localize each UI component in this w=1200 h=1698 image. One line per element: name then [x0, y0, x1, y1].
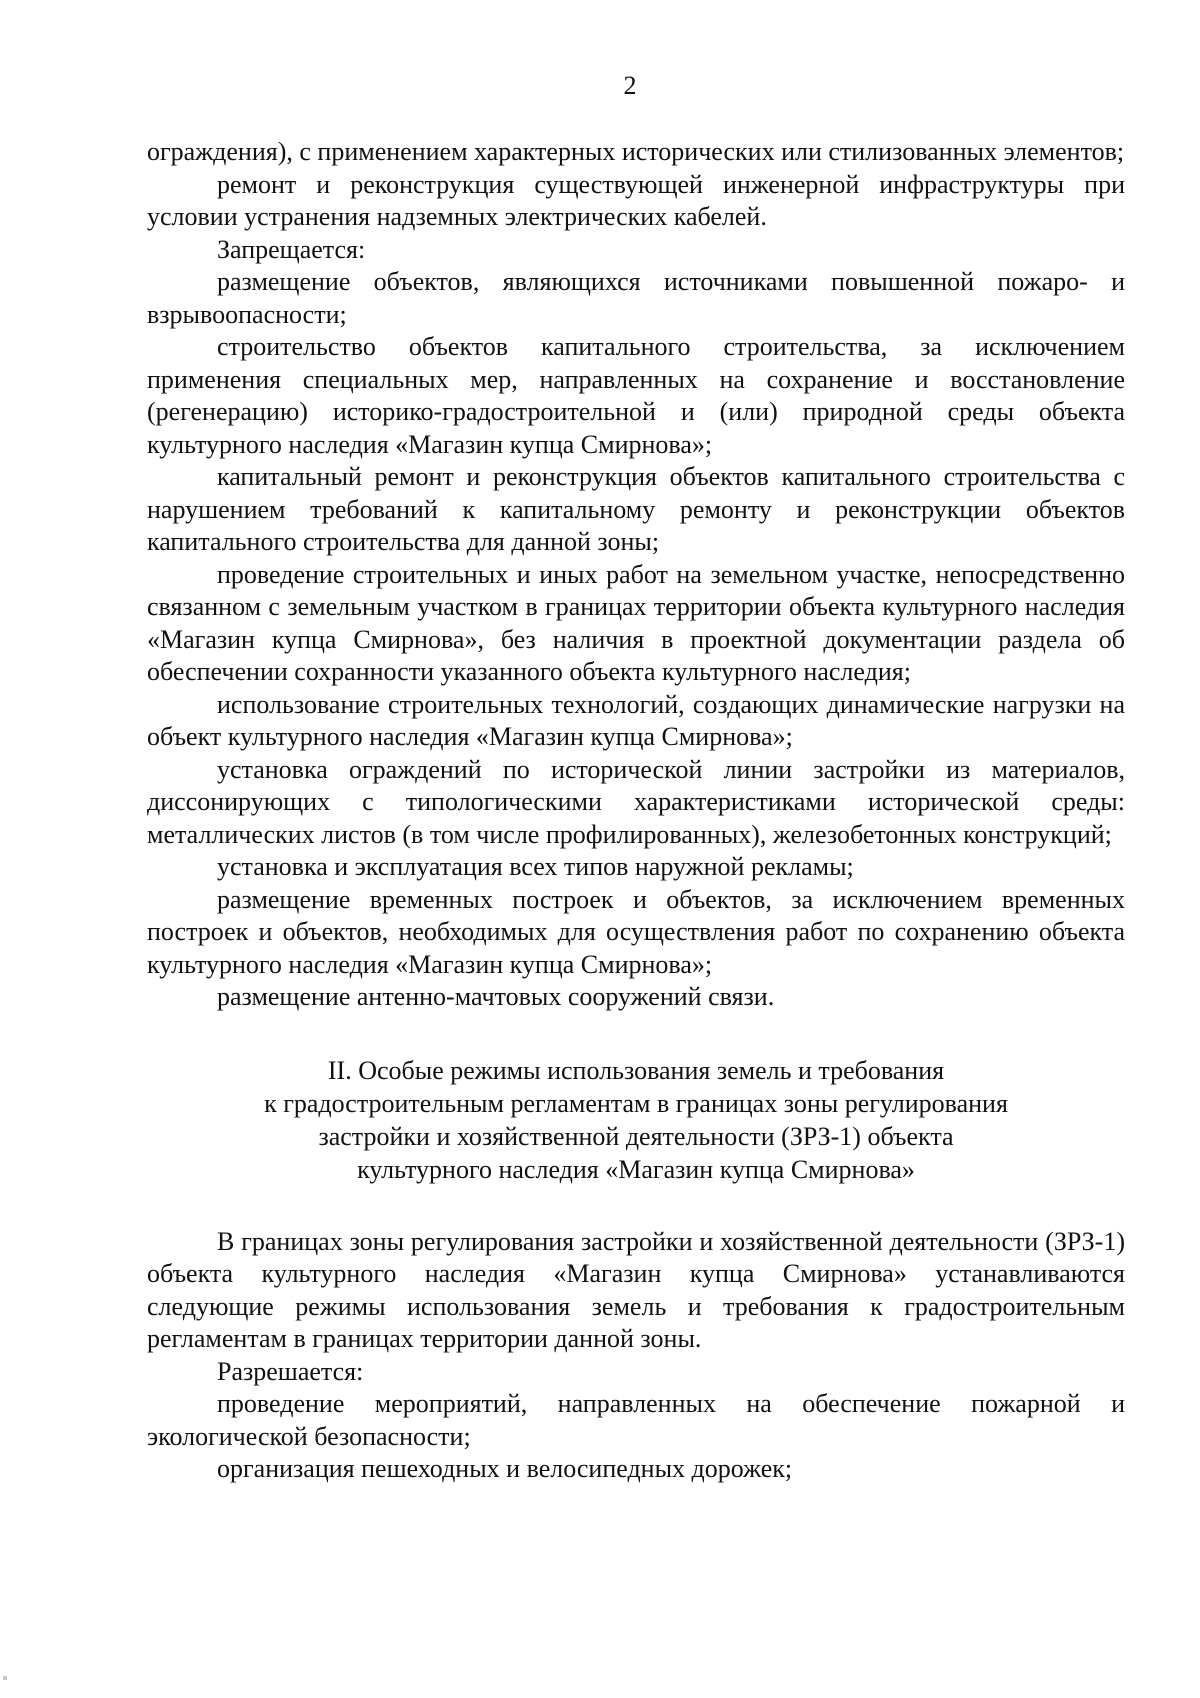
paragraph: организация пешеходных и велосипедных дорожек; — [217, 1454, 793, 1483]
paragraph: строительство объектов капитального строительства, за исключением применения специальных мер, направленных на сохранение и восстановление (регенерацию) историко-градостроительной и (или) природной среды объекта культурного наследия «Магазин купца Смирнова»; — [147, 332, 1125, 459]
page-number: 2 — [623, 71, 637, 100]
paragraph-permitted-label: Разрешается: — [217, 1356, 364, 1386]
paragraph: установка и эксплуатация всех типов наружной рекламы; — [217, 852, 854, 881]
paragraph: капитальный ремонт и реконструкция объектов капитального строительства с нарушением требований к капитальному ремонту и реконструкции объектов капитального строительства для данной зоны; — [147, 462, 1125, 556]
section-1-text — [147, 136, 1125, 1014]
paragraph: размещение временных построек и объектов, за исключением временных построек и объектов, необходимых для осуществления работ по сохранению объекта культурного наследия «Магазин купца Смирнова»; — [147, 884, 1125, 979]
paragraph: В границах зоны регулирования застройки и хозяйственной деятельности (ЗРЗ-1) объекта культурного наследия «Магазин купца Смирнова» устанавливаются следующие режимы использования земель и требования к градостроительным регламентам в границах территории данной зоны. — [147, 1226, 1125, 1353]
paragraph: ремонт и реконструкция существующей инженерной инфраструктуры при условии устранения надземных электрических кабелей. — [147, 169, 1125, 231]
heading-line: к градостроительным регламентам в границах зоны регулирования — [264, 1088, 1008, 1118]
heading-line: культурного наследия «Магазин купца Смирнова» — [357, 1154, 915, 1184]
scan-artifact-dot — [3, 1676, 7, 1680]
heading-line: II. Особые режимы использования земель и требования — [327, 1055, 945, 1085]
paragraph: проведение строительных и иных работ на земельном участке, непосредственно связанном с земельным участком в границах территории объекта культурного наследия «Магазин купца Смирнова», без наличия в проектной документации раздела об обеспечении сохранности указанного объекта культурного наследия; — [147, 559, 1125, 686]
heading-line: застройки и хозяйственной деятельности (ЗРЗ-1) объекта — [318, 1121, 954, 1151]
paragraph: использование строительных технологий, создающих динамические нагрузки на объект культурного наследия «Магазин купца Смирнова»; — [147, 689, 1125, 751]
paragraph: установка ограждений по исторической линии застройки из материалов, диссонирующих с типологическими характеристиками исторической среды: металлических листов (в том числе профилированных), железобетонных конструкций; — [147, 754, 1125, 849]
section-2-heading — [147, 1054, 1125, 1186]
paragraph-prohibited-label: Запрещается: — [217, 234, 366, 264]
section-2-text — [147, 1226, 1125, 1486]
paragraph: размещение антенно-мачтовых сооружений связи. — [217, 982, 775, 1011]
paragraph-continuation: ограждения), с применением характерных исторических или стилизованных элементов; — [147, 137, 1125, 166]
paragraph: проведение мероприятий, направленных на обеспечение пожарной и экологической безопасности; — [147, 1389, 1125, 1451]
document-body — [147, 136, 1125, 1486]
paragraph: размещение объектов, являющихся источниками повышенной пожаро- и взрывоопасности; — [147, 267, 1125, 329]
